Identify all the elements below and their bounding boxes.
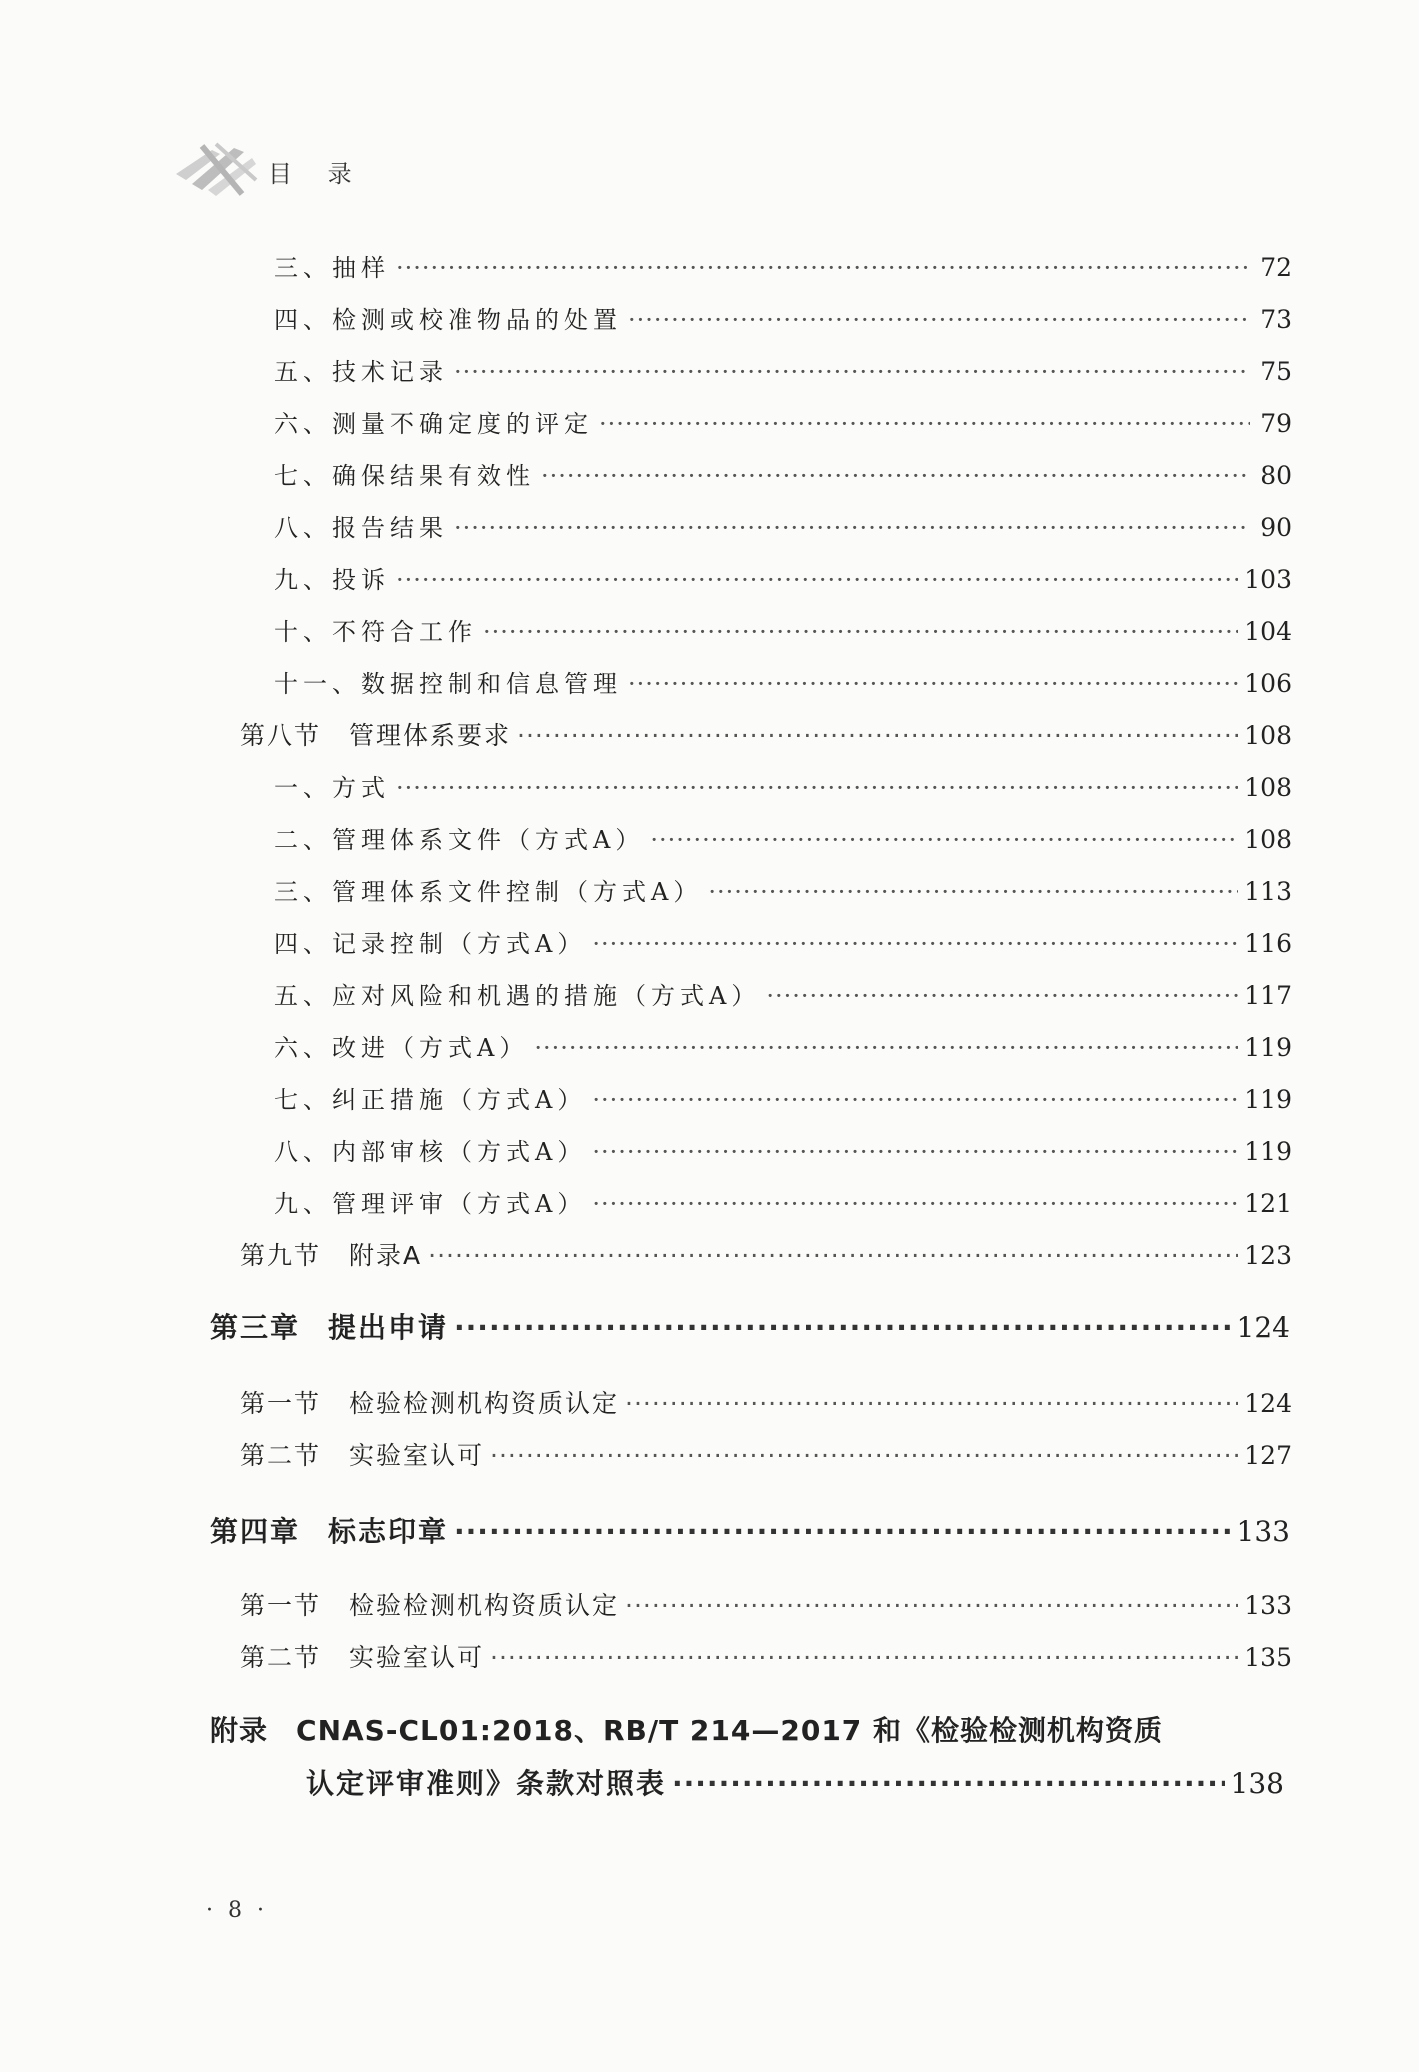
appendix-page-number: 138 <box>1230 1767 1284 1800</box>
dot-leader <box>490 1638 1238 1678</box>
toc-entry-label: 二、管理体系文件（方式A） <box>274 826 645 854</box>
toc-entry[interactable] <box>240 1436 1292 1476</box>
toc-entry-number: 第一节 <box>240 1591 322 1620</box>
appendix-label: 附录 <box>210 1714 269 1747</box>
toc-entry-page: 108 <box>1244 825 1292 854</box>
toc-entry-label <box>240 716 511 756</box>
toc-entry[interactable] <box>274 1184 1292 1224</box>
toc-entry-label <box>240 1586 619 1626</box>
appendix-title-line2: 认定评审准则》条款对照表 <box>306 1767 667 1800</box>
dot-leader <box>534 1028 1238 1068</box>
toc-entry[interactable] <box>240 1236 1292 1276</box>
dot-leader <box>650 820 1238 860</box>
toc-entry-label: 八、报告结果 <box>274 514 448 542</box>
appendix-title-text: CNAS-CL01:2018、RB/T 214—2017 和《检验检测机构资质 <box>296 1714 1164 1747</box>
dot-leader <box>628 664 1238 704</box>
toc-entry-number: 第二节 <box>240 1643 322 1672</box>
toc-entry[interactable] <box>240 716 1292 756</box>
dot-leader <box>766 976 1238 1016</box>
dot-leader <box>454 352 1250 392</box>
toc-entry-label: 八、内部审核（方式A） <box>274 1138 587 1166</box>
toc-entry-number: 第二节 <box>240 1441 322 1470</box>
toc-entry-page: 108 <box>1244 773 1292 802</box>
dot-leader <box>599 404 1250 444</box>
toc-entry[interactable] <box>210 1308 1290 1348</box>
dot-leader <box>454 1308 1231 1348</box>
toc-entry-label: 十、不符合工作 <box>274 618 477 646</box>
toc-entry-page: 108 <box>1244 721 1292 750</box>
toc-entry-page: 121 <box>1244 1189 1292 1218</box>
header-title: 目 录 <box>268 160 366 188</box>
toc-entry-label: 五、应对风险和机遇的措施（方式A） <box>274 982 761 1010</box>
toc-entry[interactable] <box>210 1512 1290 1552</box>
dot-leader <box>625 1586 1238 1626</box>
toc-entry-number: 第一节 <box>240 1389 322 1418</box>
toc-entry-label <box>240 1236 422 1276</box>
dot-leader <box>396 248 1250 288</box>
toc-entry[interactable] <box>240 1586 1292 1626</box>
toc-entry-page: 123 <box>1244 1241 1292 1270</box>
toc-entry-title: 实验室认可 <box>349 1441 485 1470</box>
toc-entry-title: 管理体系要求 <box>349 721 512 750</box>
toc-entry-title: 检验检测机构资质认定 <box>349 1389 620 1418</box>
toc-entry-page: 104 <box>1244 617 1292 646</box>
toc-entry-page: 113 <box>1244 877 1292 906</box>
toc-entry-page: 72 <box>1260 253 1292 282</box>
toc-entry[interactable] <box>274 976 1292 1016</box>
toc-entry-number: 第四章 <box>210 1515 301 1548</box>
toc-entry-title: 标志印章 <box>328 1515 449 1548</box>
toc-entry-label <box>240 1436 484 1476</box>
toc-entry[interactable] <box>274 1132 1292 1172</box>
dot-leader <box>592 924 1238 964</box>
toc-entry-number: 第九节 <box>240 1241 322 1270</box>
toc-entry-label <box>210 1512 448 1552</box>
toc-entry[interactable] <box>274 404 1292 444</box>
toc-entry[interactable] <box>274 664 1292 704</box>
toc-entry-label: 三、抽样 <box>274 254 390 282</box>
appendix-entry[interactable] <box>306 1764 1284 1804</box>
page-number: · 8 · <box>206 1898 268 1923</box>
toc-entry[interactable] <box>240 1638 1292 1678</box>
toc-entry-label: 六、改进（方式A） <box>274 1034 529 1062</box>
toc-entry[interactable] <box>274 300 1292 340</box>
toc-entry-title: 提出申请 <box>328 1311 449 1344</box>
toc-entry-label: 九、投诉 <box>274 566 390 594</box>
dot-leader <box>396 768 1238 808</box>
dot-leader <box>454 508 1250 548</box>
toc-entry[interactable] <box>274 560 1292 600</box>
toc-entry[interactable] <box>274 1028 1292 1068</box>
toc-entry[interactable] <box>274 872 1292 912</box>
toc-entry[interactable] <box>274 248 1292 288</box>
toc-entry[interactable] <box>274 456 1292 496</box>
toc-entry-page: 80 <box>1260 461 1292 490</box>
toc-entry-page: 133 <box>1236 1515 1290 1548</box>
dot-leader <box>396 560 1238 600</box>
toc-entry-label: 七、纠正措施（方式A） <box>274 1086 587 1114</box>
toc-entry-number: 第三章 <box>210 1311 301 1344</box>
toc-entry[interactable] <box>274 1080 1292 1120</box>
toc-entry[interactable] <box>274 612 1292 652</box>
toc-entry-page: 127 <box>1244 1441 1292 1470</box>
dot-leader <box>592 1132 1238 1172</box>
toc-entry-label <box>240 1638 484 1678</box>
dot-leader <box>672 1764 1225 1804</box>
toc-entry-title: 附录A <box>349 1241 423 1270</box>
toc-entry-label: 四、记录控制（方式A） <box>274 930 587 958</box>
toc-entry-title: 检验检测机构资质认定 <box>349 1591 620 1620</box>
toc-entry-label: 九、管理评审（方式A） <box>274 1190 587 1218</box>
toc-entry-page: 119 <box>1244 1137 1292 1166</box>
toc-entry-page: 135 <box>1244 1643 1292 1672</box>
toc-entry[interactable] <box>240 1384 1292 1424</box>
dot-leader <box>490 1436 1238 1476</box>
toc-entry-label: 一、方式 <box>274 774 390 802</box>
toc-entry-page: 116 <box>1244 929 1292 958</box>
toc-entry-label <box>210 1308 448 1348</box>
toc-entry-label <box>240 1384 619 1424</box>
toc-entry[interactable] <box>274 820 1292 860</box>
dot-leader <box>592 1080 1238 1120</box>
toc-entry-page: 103 <box>1244 565 1292 594</box>
toc-entry-page: 79 <box>1260 409 1292 438</box>
toc-entry-page: 124 <box>1236 1311 1290 1344</box>
toc-entry-page: 133 <box>1244 1591 1292 1620</box>
toc-entry-title: 实验室认可 <box>349 1643 485 1672</box>
dot-leader <box>541 456 1250 496</box>
toc-entry-page: 119 <box>1244 1085 1292 1114</box>
toc-entry-number: 第八节 <box>240 721 322 750</box>
toc-entry-page: 124 <box>1244 1389 1292 1418</box>
toc-entry-label: 三、管理体系文件控制（方式A） <box>274 878 703 906</box>
toc-entry-label: 六、测量不确定度的评定 <box>274 410 593 438</box>
toc-entry-page: 75 <box>1260 357 1292 386</box>
dot-leader <box>592 1184 1238 1224</box>
toc-entry-page: 73 <box>1260 305 1292 334</box>
dot-leader <box>517 716 1238 756</box>
appendix-title-line1 <box>210 1710 1163 1752</box>
toc-entry-page: 106 <box>1244 669 1292 698</box>
dot-leader <box>625 1384 1238 1424</box>
dot-leader <box>428 1236 1238 1276</box>
dot-leader <box>708 872 1238 912</box>
dot-leader <box>483 612 1238 652</box>
dot-leader <box>628 300 1250 340</box>
toc-entry-label: 七、确保结果有效性 <box>274 462 535 490</box>
toc-entry-label: 五、技术记录 <box>274 358 448 386</box>
toc-entry[interactable] <box>274 924 1292 964</box>
toc-entry[interactable] <box>274 768 1292 808</box>
toc-entry-page: 119 <box>1244 1033 1292 1062</box>
toc-entry-label: 十一、数据控制和信息管理 <box>274 670 622 698</box>
toc-entry-page: 117 <box>1244 981 1292 1010</box>
toc-entry[interactable] <box>274 508 1292 548</box>
dot-leader <box>454 1512 1231 1552</box>
toc-entry-page: 90 <box>1260 513 1292 542</box>
toc-entry-label: 四、检测或校准物品的处置 <box>274 306 622 334</box>
toc-entry[interactable] <box>274 352 1292 392</box>
